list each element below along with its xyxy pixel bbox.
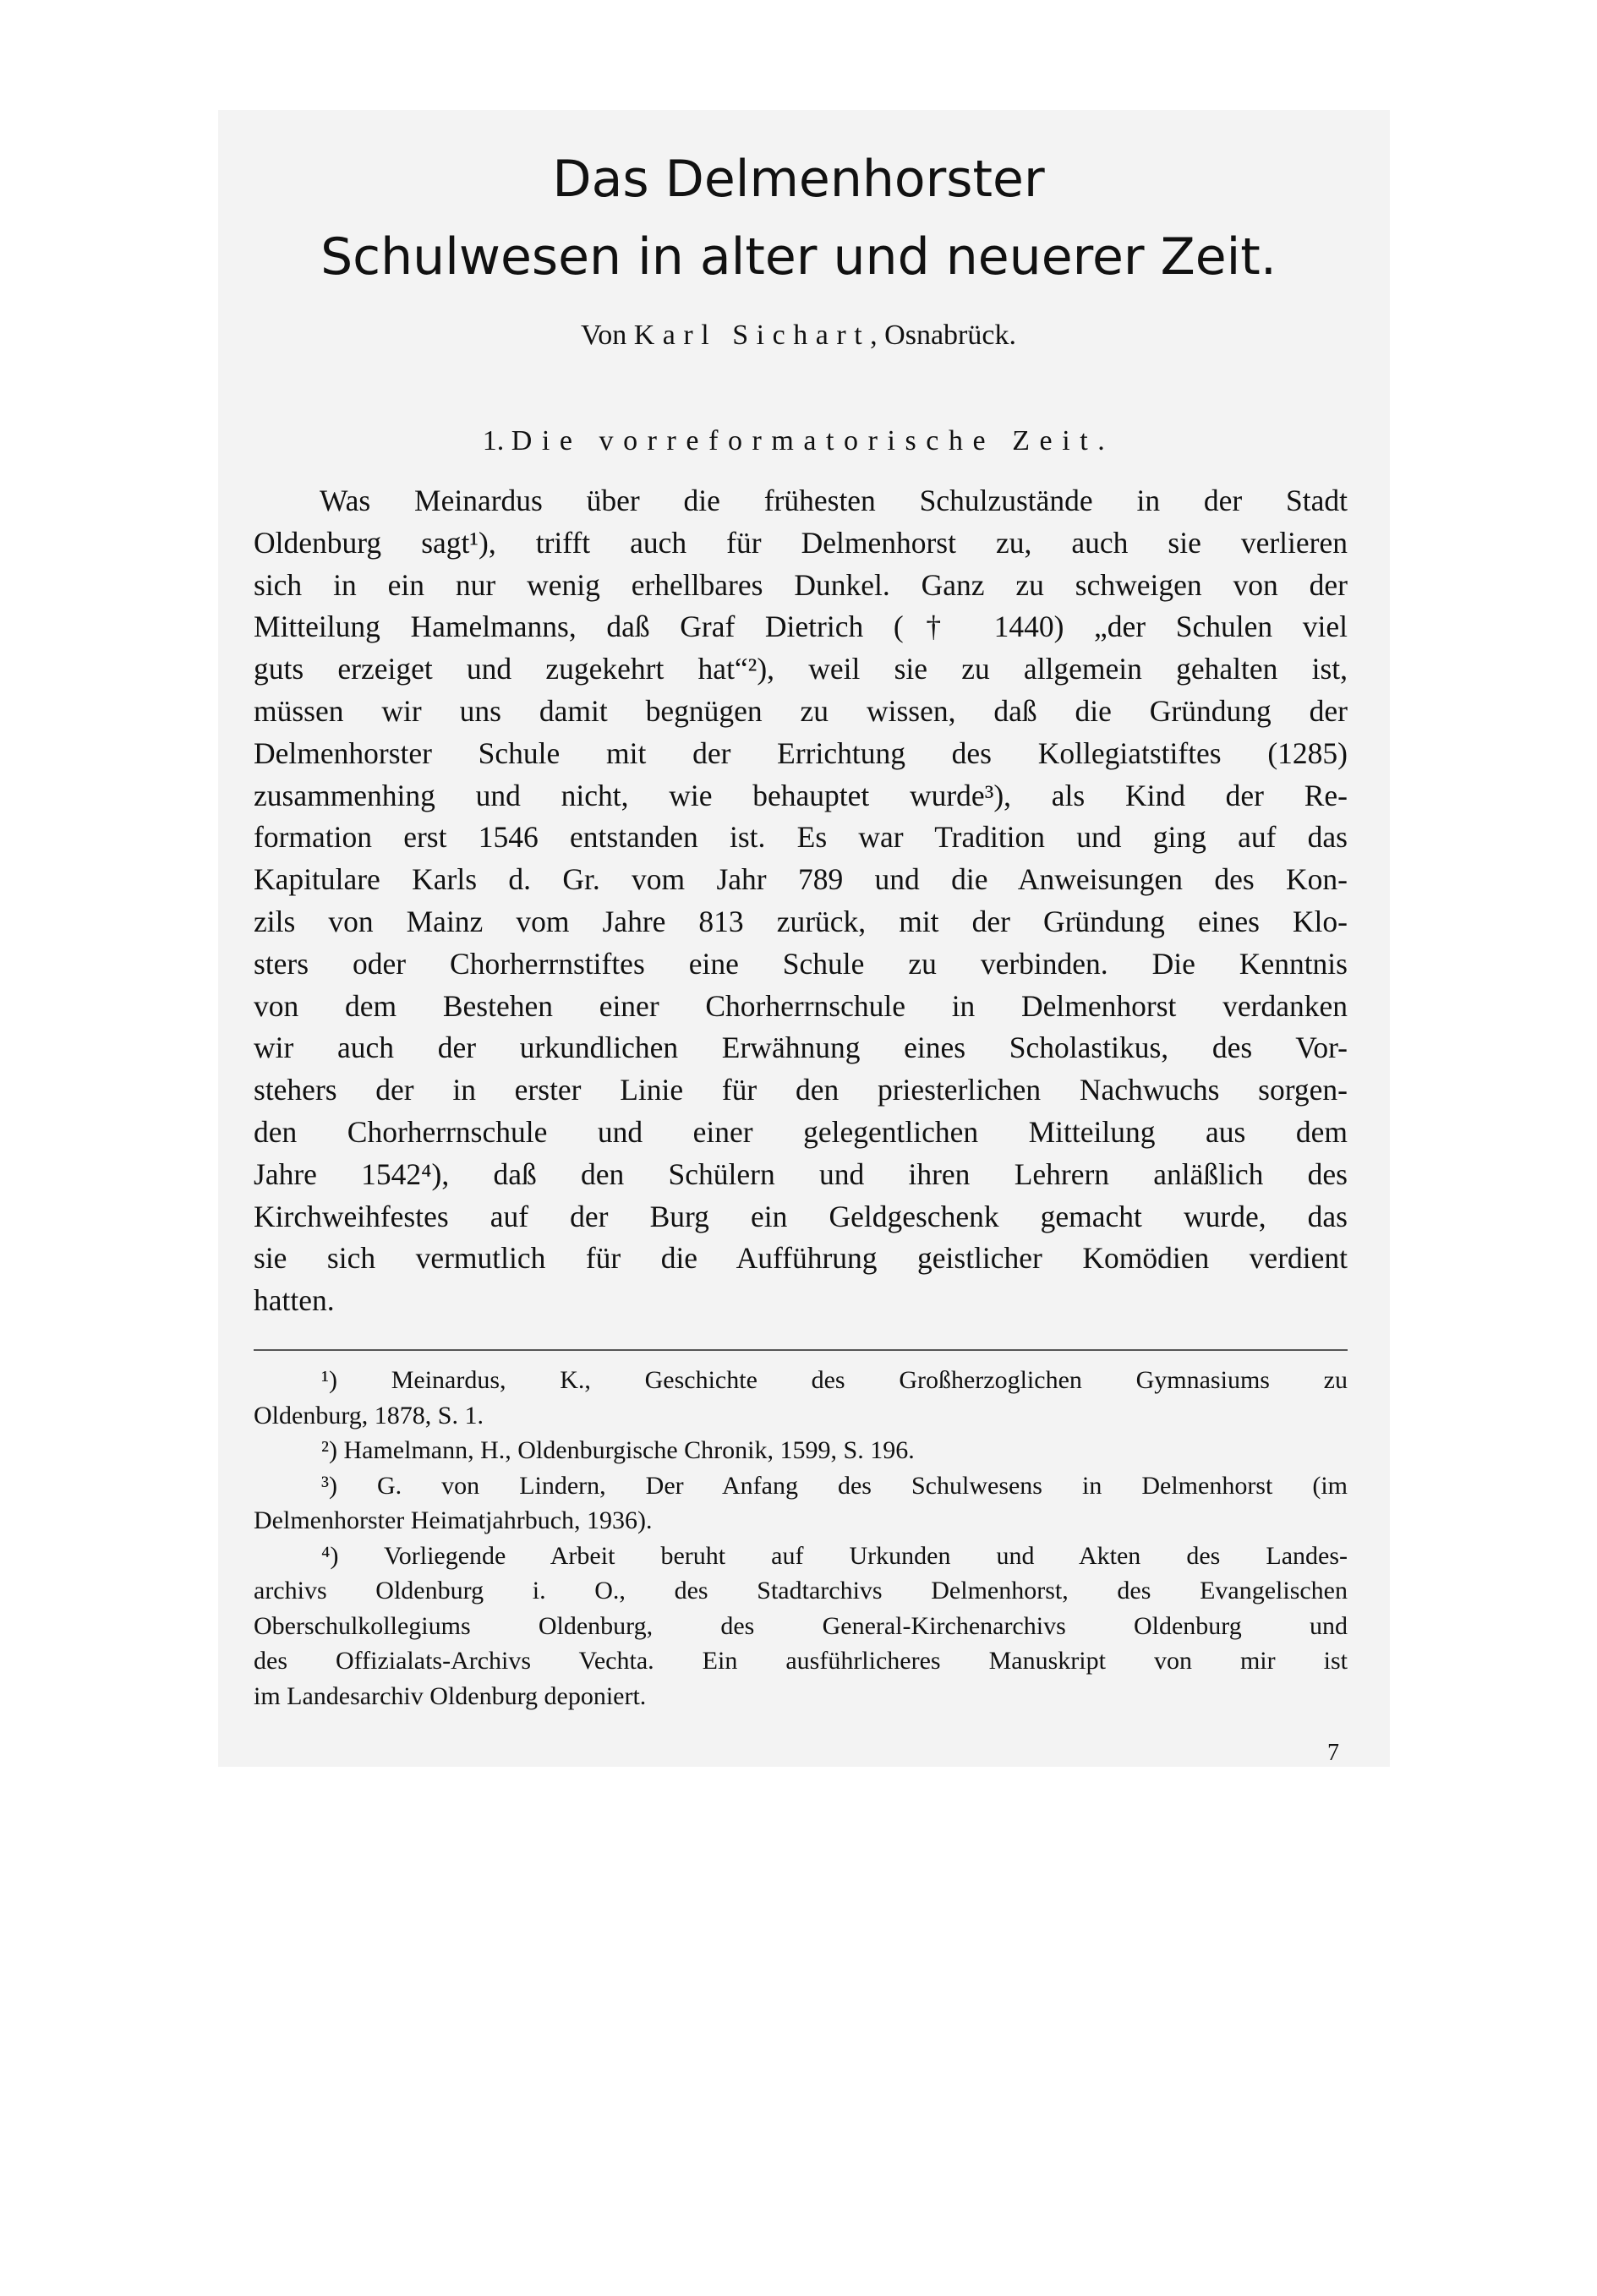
body-line: sie sich vermutlich für die Aufführung geistlicher Komödien verdient [254, 1241, 1348, 1276]
section-number: 1. [482, 425, 505, 456]
footnote-line: ¹) Meinardus, K., Geschichte des Großherzoglichen Gymnasiums zu [321, 1366, 1348, 1394]
section-title: Die vorreformatorische Zeit. [511, 425, 1115, 456]
footnotes [254, 1363, 1348, 1714]
footnote-separator [254, 1349, 1348, 1351]
author-line [0, 320, 1597, 352]
body-line: stehers der in erster Linie für den priesterlichen Nachwuchs sorgen- [254, 1073, 1348, 1107]
body-line: Oldenburg sagt¹), trifft auch für Delmenhorst zu, auch sie verlieren [254, 525, 1348, 560]
body-line: sich in ein nur wenig erhellbares Dunkel. Ganz zu schweigen von der [254, 567, 1348, 602]
body-line: guts erzeiget und zugekehrt hat“²), weil sie zu allgemein gehalten ist, [254, 652, 1348, 686]
footnote-line: ⁴) Vorliegende Arbeit beruht auf Urkunden und Akten des Landes- [321, 1541, 1348, 1570]
body-line: zusammenhing und nicht, wie behauptet wurde³), als Kind der Re- [254, 778, 1348, 812]
section-heading [0, 425, 1597, 457]
footnote-line: Oldenburg, 1878, S. 1. [254, 1401, 484, 1430]
body-line: wir auch der urkundlichen Erwähnung eines Scholastikus, des Vor- [254, 1030, 1348, 1065]
author-name: Karl Sichart [633, 320, 871, 351]
body-line: Mitteilung Hamelmanns, daß Graf Dietrich († 1440) „der Schulen viel [254, 610, 1348, 644]
author-prefix: Von [581, 320, 627, 351]
footnote-line: im Landesarchiv Oldenburg deponiert. [254, 1681, 647, 1710]
footnote-line: ³) G. von Lindern, Der Anfang des Schulwesens in Delmenhorst (im [321, 1471, 1348, 1500]
title-line-1: Das Delmenhorster [552, 150, 1045, 209]
body-line: Jahre 1542⁴), daß den Schülern und ihren Lehrern anläßlich des [254, 1156, 1348, 1191]
body-line: sters oder Chorherrnstiftes eine Schule zu verbinden. Die Kenntnis [254, 946, 1348, 981]
footnote-line: ²) Hamelmann, H., Oldenburgische Chronik, 1599, S. 196. [321, 1436, 915, 1464]
body-line: von dem Bestehen einer Chorherrnschule in Delmenhorst verdanken [254, 988, 1348, 1023]
title-line-2: Schulwesen in alter und neuerer Zeit. [320, 227, 1277, 287]
footnote-line: Oberschulkollegiums Oldenburg, des General-Kirchenarchivs Oldenburg und [254, 1611, 1348, 1640]
body-line: Kapitulare Karls d. Gr. vom Jahr 789 und die Anweisungen des Kon- [254, 862, 1348, 897]
body-line: zils von Mainz vom Jahre 813 zurück, mit der Gründung eines Klo- [254, 904, 1348, 938]
body-line: formation erst 1546 entstanden ist. Es war Tradition und ging auf das [254, 820, 1348, 855]
body-paragraph [254, 480, 1348, 1322]
body-line: Delmenhorster Schule mit der Errichtung des Kollegiatstiftes (1285) [254, 735, 1348, 770]
body-line: hatten. [254, 1283, 335, 1318]
body-line: den Chorherrnschule und einer gelegentlichen Mitteilung aus dem [254, 1114, 1348, 1149]
footnote-line: Delmenhorster Heimatjahrbuch, 1936). [254, 1506, 653, 1534]
body-line: Kirchweihfestes auf der Burg ein Geldgeschenk gemacht wurde, das [254, 1199, 1348, 1233]
footnote-line: des Offizialats-Archivs Vechta. Ein ausführlicheres Manuskript von mir ist [254, 1647, 1348, 1675]
author-location: , Osnabrück. [870, 320, 1016, 351]
footnote-line: archivs Oldenburg i. O., des Stadtarchivs Delmenhorst, des Evangelischen [254, 1577, 1348, 1604]
page-number: 7 [1327, 1740, 1339, 1766]
body-line: müssen wir uns damit begnügen zu wissen, daß die Gründung der [254, 693, 1348, 728]
body-line: Was Meinardus über die frühesten Schulzustände in der Stadt [320, 484, 1348, 517]
